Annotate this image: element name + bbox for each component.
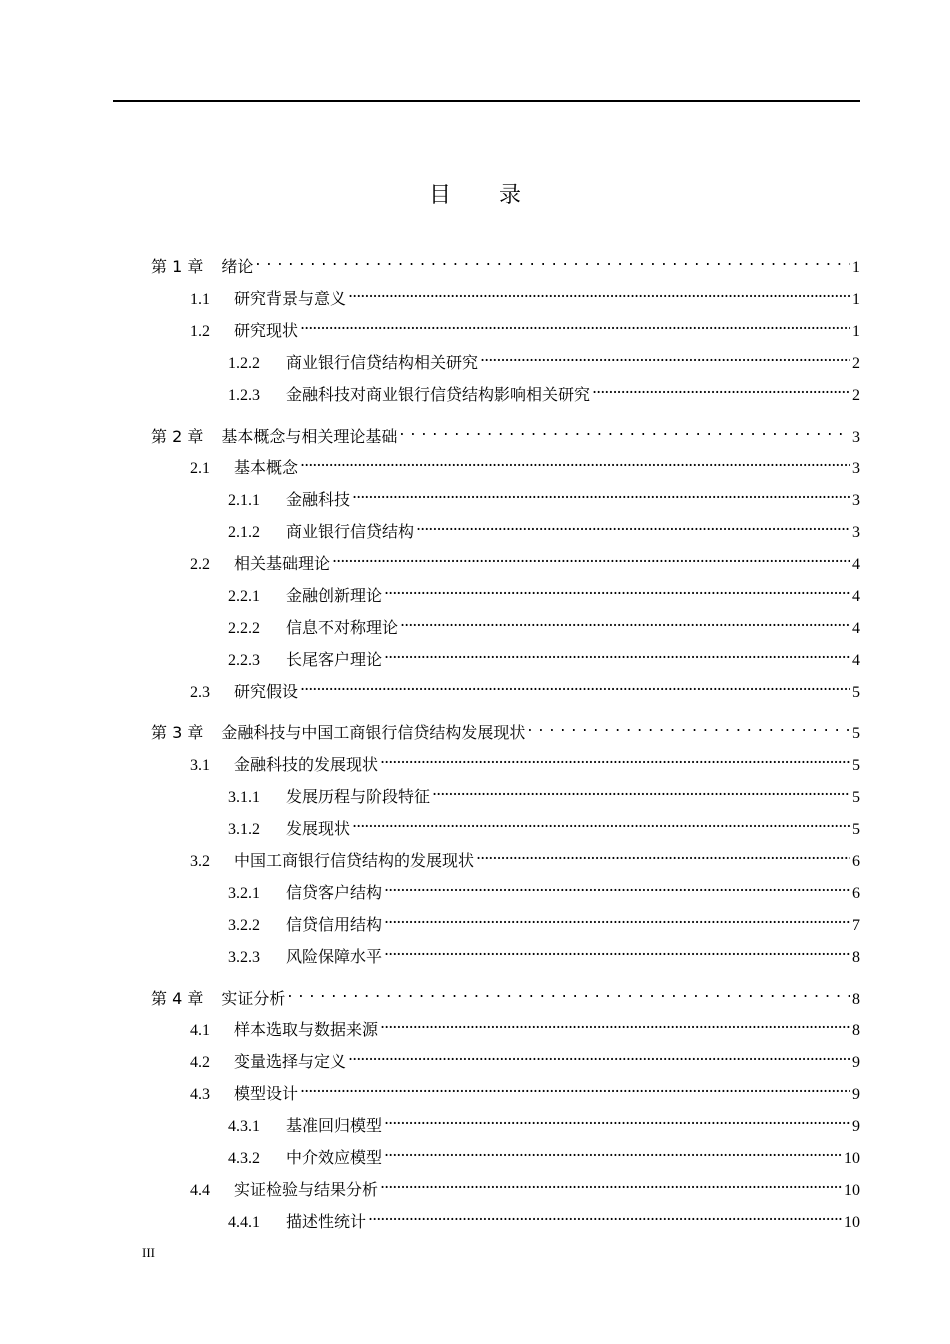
toc-subsection-entry[interactable] (228, 874, 860, 902)
page-number: III (142, 1245, 155, 1260)
toc-section-entry[interactable] (190, 1075, 860, 1103)
toc-dot-leader (384, 1107, 850, 1131)
toc-dot-leader (348, 280, 850, 304)
toc-entry-label: 发展现状 (286, 819, 351, 838)
toc-entry-label: 基本概念 (234, 458, 299, 477)
toc-section-entry[interactable] (190, 312, 860, 340)
toc-entry-label: 金融创新理论 (286, 586, 383, 605)
toc-dot-leader (255, 248, 850, 272)
toc-entry-label: 信贷客户结构 (286, 883, 383, 902)
toc-dot-leader (300, 449, 850, 473)
toc-title-char-2: 录 (499, 183, 522, 208)
toc-section-entry[interactable] (190, 842, 860, 870)
toc-section-entry[interactable] (190, 1171, 860, 1199)
toc-subsection-entry[interactable] (228, 513, 860, 541)
toc-entry-page: 5 (852, 789, 860, 806)
toc-entry-number: 2.2 (190, 556, 210, 573)
toc-entry-number: 第 3 章 (151, 723, 204, 742)
toc-entry-label: 模型设计 (234, 1084, 299, 1103)
toc-dot-leader (384, 874, 850, 898)
toc-entry-label: 发展历程与阶段特征 (286, 787, 431, 806)
toc-entry-number: 4.3.1 (228, 1118, 260, 1135)
toc-entry-number: 2.1.2 (228, 524, 260, 541)
toc-subsection-entry[interactable] (228, 376, 860, 404)
toc-entry-page: 4 (852, 556, 860, 573)
toc-dot-leader (300, 673, 850, 697)
toc-entry-number: 4.3 (190, 1086, 210, 1103)
toc-entry-page: 5 (852, 821, 860, 838)
toc-dot-leader (592, 376, 850, 400)
toc-subsection-entry[interactable] (228, 938, 860, 966)
toc-entry-page: 3 (852, 429, 860, 446)
toc-entry-page: 9 (852, 1086, 860, 1103)
toc-dot-leader (399, 418, 850, 442)
toc-entry-label: 金融科技的发展现状 (234, 755, 379, 774)
toc-dot-leader (352, 481, 850, 505)
toc-dot-leader (384, 577, 850, 601)
toc-entry-number: 4.4 (190, 1182, 210, 1199)
toc-section-entry[interactable] (190, 673, 860, 701)
toc-dot-leader (384, 938, 850, 962)
toc-entry-page: 1 (852, 259, 860, 276)
toc-entry-page: 9 (852, 1118, 860, 1135)
toc-entry-label: 中国工商银行信贷结构的发展现状 (234, 851, 475, 870)
toc-dot-leader (384, 1139, 842, 1163)
toc-entry-number: 2.3 (190, 684, 210, 701)
toc-subsection-entry[interactable] (228, 481, 860, 509)
toc-subsection-entry[interactable] (228, 1139, 860, 1167)
toc-dot-leader (352, 810, 850, 834)
toc-section-entry[interactable] (190, 1043, 860, 1071)
toc-entry-label: 变量选择与定义 (234, 1052, 347, 1071)
toc-entry-page: 8 (852, 991, 860, 1008)
toc-dot-leader (432, 778, 850, 802)
toc-subsection-entry[interactable] (228, 906, 860, 934)
toc-entry-number: 2.2.3 (228, 652, 260, 669)
toc-entry-label: 金融科技对商业银行信贷结构影响相关研究 (286, 385, 591, 404)
toc-entry-label: 实证检验与结果分析 (234, 1180, 379, 1199)
toc-entry-page: 5 (852, 725, 860, 742)
toc-entry-label: 样本选取与数据来源 (234, 1020, 379, 1039)
toc-entry-page: 4 (852, 620, 860, 637)
toc-entry-label: 金融科技 (286, 490, 351, 509)
toc-dot-leader (527, 714, 850, 738)
toc-dot-leader (400, 609, 850, 633)
toc-chapter-entry[interactable] (151, 418, 860, 446)
toc-entry-label: 绪论 (221, 257, 254, 276)
toc-entry-number: 3.1.2 (228, 821, 260, 838)
toc-dot-leader (380, 1011, 850, 1035)
toc-chapter-entry[interactable] (151, 714, 860, 742)
toc-entry-number: 3.2 (190, 853, 210, 870)
toc-entry-page: 3 (852, 460, 860, 477)
toc-chapter-entry[interactable] (151, 248, 860, 276)
toc-entry-number: 第 4 章 (151, 989, 204, 1008)
toc-entry-number: 1.2.2 (228, 355, 260, 372)
toc-entry-page: 1 (852, 323, 860, 340)
toc-dot-leader (380, 746, 850, 770)
toc-entry-page: 8 (852, 949, 860, 966)
toc-section-entry[interactable] (190, 449, 860, 477)
toc-entry-number: 1.2 (190, 323, 210, 340)
toc-dot-leader (287, 980, 850, 1004)
toc-entry-label: 基准回归模型 (286, 1116, 383, 1135)
toc-section-entry[interactable] (190, 1011, 860, 1039)
toc-dot-leader (384, 906, 850, 930)
toc-entry-page: 9 (852, 1054, 860, 1071)
toc-entry-page: 2 (852, 355, 860, 372)
toc-entry-number: 4.4.1 (228, 1214, 260, 1231)
toc-entry-page: 10 (844, 1150, 860, 1167)
toc-entry-number: 3.2.2 (228, 917, 260, 934)
toc-dot-leader (332, 545, 850, 569)
toc-entry-label: 研究现状 (234, 321, 299, 340)
toc-entry-number: 2.2.1 (228, 588, 260, 605)
toc-entry-label: 金融科技与中国工商银行信贷结构发展现状 (221, 723, 526, 742)
toc-entry-label: 描述性统计 (286, 1212, 367, 1231)
toc-dot-leader (416, 513, 850, 537)
toc-entry-number: 3.1.1 (228, 789, 260, 806)
toc-entry-label: 信贷信用结构 (286, 915, 383, 934)
toc-chapter-entry[interactable] (151, 980, 860, 1008)
toc-entry-number: 4.1 (190, 1022, 210, 1039)
toc-subsection-entry[interactable] (228, 641, 860, 669)
toc-entry-number: 第 1 章 (151, 257, 204, 276)
toc-entry-label: 研究背景与意义 (234, 289, 347, 308)
toc-entry-label: 相关基础理论 (234, 554, 331, 573)
toc-dot-leader (300, 312, 850, 336)
toc-dot-leader (348, 1043, 850, 1067)
toc-entry-page: 5 (852, 757, 860, 774)
toc-entry-number: 2.1 (190, 460, 210, 477)
toc-dot-leader (300, 1075, 850, 1099)
toc-entry-label: 基本概念与相关理论基础 (221, 427, 398, 446)
toc-entry-label: 长尾客户理论 (286, 650, 383, 669)
toc-dot-leader (384, 641, 850, 665)
toc-dot-leader (480, 344, 850, 368)
toc-entry-number: 1.1 (190, 291, 210, 308)
toc-subsection-entry[interactable] (228, 810, 860, 838)
toc-entry-page: 3 (852, 524, 860, 541)
toc-entry-page: 5 (852, 684, 860, 701)
toc-entry-number: 2.2.2 (228, 620, 260, 637)
toc-entry-page: 4 (852, 652, 860, 669)
toc-dot-leader (380, 1171, 842, 1195)
toc-entry-page: 2 (852, 387, 860, 404)
toc-entry-number: 1.2.3 (228, 387, 260, 404)
toc-dot-leader (368, 1203, 842, 1227)
toc-subsection-entry[interactable] (228, 1107, 860, 1135)
toc-entry-page: 10 (844, 1214, 860, 1231)
toc-entry-number: 3.2.3 (228, 949, 260, 966)
toc-entry-number: 3.1 (190, 757, 210, 774)
toc-entry-page: 6 (852, 853, 860, 870)
toc-entry-label: 研究假设 (234, 682, 299, 701)
toc-entry-page: 6 (852, 885, 860, 902)
toc-entry-label: 商业银行信贷结构相关研究 (286, 353, 479, 372)
toc-entry-page: 8 (852, 1022, 860, 1039)
toc-section-entry[interactable] (190, 746, 860, 774)
toc-entry-number: 4.3.2 (228, 1150, 260, 1167)
toc-subsection-entry[interactable] (228, 1203, 860, 1231)
toc-subsection-entry[interactable] (228, 577, 860, 605)
toc-entry-label: 实证分析 (221, 989, 286, 1008)
toc-entry-number: 2.1.1 (228, 492, 260, 509)
toc-entry-page: 3 (852, 492, 860, 509)
toc-entry-page: 10 (844, 1182, 860, 1199)
toc-entry-label: 风险保障水平 (286, 947, 383, 966)
toc-section-entry[interactable] (190, 280, 860, 308)
toc-entry-number: 3.2.1 (228, 885, 260, 902)
toc-entry-label: 中介效应模型 (286, 1148, 383, 1167)
toc-title-char-1: 目 (428, 183, 451, 208)
toc-entry-label: 信息不对称理论 (286, 618, 399, 637)
toc-subsection-entry[interactable] (228, 344, 860, 372)
toc-entry-number: 4.2 (190, 1054, 210, 1071)
toc-entry-label: 商业银行信贷结构 (286, 522, 415, 541)
toc-entry-page: 4 (852, 588, 860, 605)
toc-section-entry[interactable] (190, 545, 860, 573)
toc-entry-number: 第 2 章 (151, 427, 204, 446)
toc-entry-page: 1 (852, 291, 860, 308)
toc-entry-page: 7 (852, 917, 860, 934)
toc-subsection-entry[interactable] (228, 609, 860, 637)
toc-subsection-entry[interactable] (228, 778, 860, 806)
toc-dot-leader (476, 842, 850, 866)
